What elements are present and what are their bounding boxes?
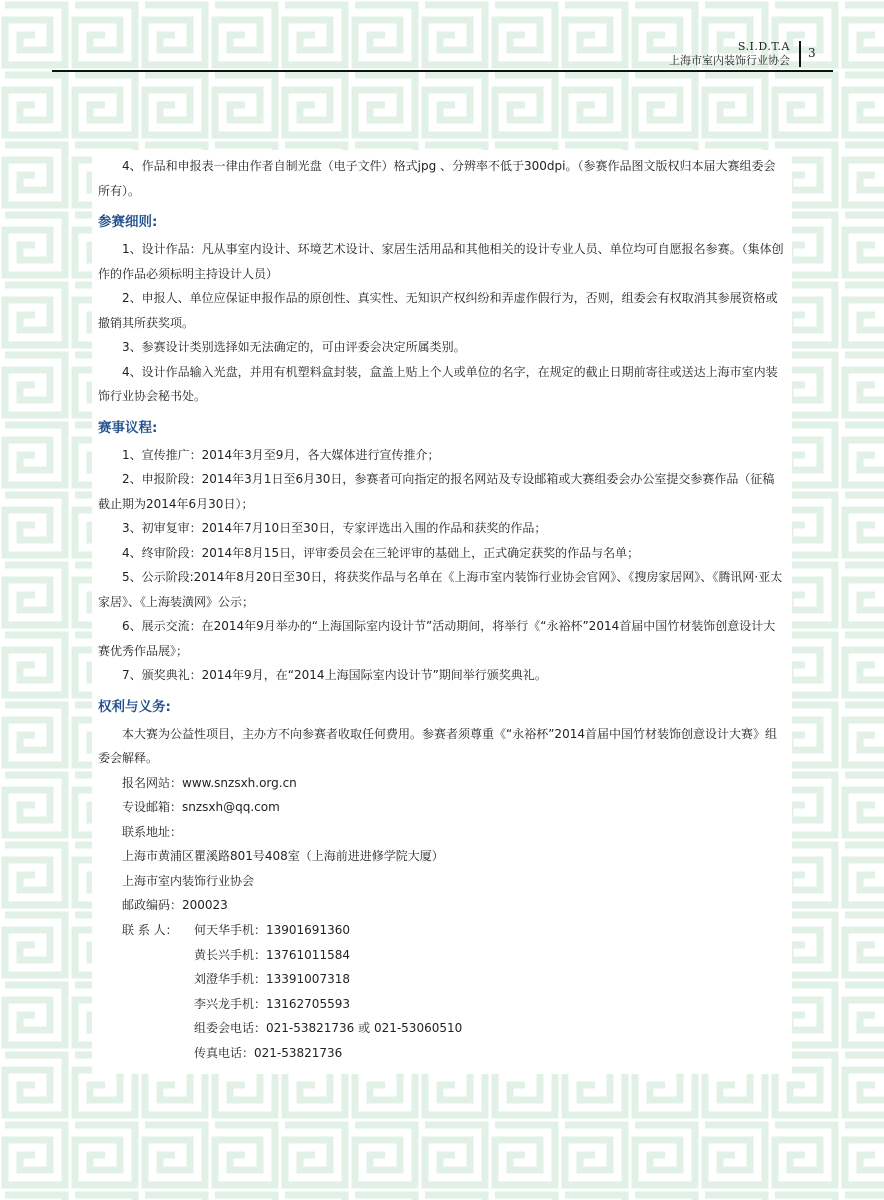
contact-person: 李兴龙手机：13162705593 (194, 996, 350, 1011)
contact-committee-phone: 组委会电话：021-53821736 或 021-53060510 (194, 1021, 463, 1036)
document-body (92, 150, 792, 1074)
rules-item: 2、申报人、单位应保证申报作品的原创性、真实性、无知识产权纠纷和弄虚作假行为，否则，组委会有权取消其参展资格或撤销其所获奖项。 (98, 291, 778, 330)
section-heading-schedule: 赛事议程: (98, 419, 158, 436)
rights-text: 本大赛为公益性项目，主办方不向参赛者收取任何费用。参赛者须尊重《“永裕杯”2014首届中国竹材装饰创意设计大赛》组委会解释。 (98, 726, 777, 765)
contact-person-row (98, 943, 786, 968)
contact-organization: 上海市室内装饰行业协会 (122, 873, 255, 888)
schedule-item: 1、宣传推广：2014年3月至9月，各大媒体进行宣传推介； (122, 447, 440, 462)
contact-address: 上海市黄浦区瞿溪路801号408室（上海前进进修学院大厦） (122, 849, 444, 864)
schedule-item: 5、公示阶段:2014年8月20日至30日，将获奖作品与名单在《上海市室内装饰行业协会官网》、《搜房家居网》、《腾讯网·亚太家居》、《上海装潢网》公示； (98, 570, 783, 609)
header-abbreviation: S.I.D.T.A (737, 40, 790, 53)
contact-person-row (98, 992, 786, 1017)
contact-person: 黄长兴手机：13761011584 (194, 947, 350, 962)
page-number: 3 (808, 46, 816, 60)
section-heading-rules: 参赛细则: (98, 214, 158, 230)
header-divider (799, 41, 801, 67)
schedule-item: 6、展示交流：在2014年9月举办的“上海国际室内设计节”活动期间，将举行《“永裕杯”2014首届中国竹材装饰创意设计大赛优秀作品展》； (98, 619, 776, 658)
schedule-item: 7、颁奖典礼：2014年9月，在“2014上海国际室内设计节”期间举行颁奖典礼。 (122, 668, 547, 682)
header-rule (52, 70, 833, 72)
contact-postcode: 邮政编码：200023 (122, 898, 228, 913)
header-organization: 上海市室内装饰行业协会 (669, 54, 790, 67)
rules-item: 3、参赛设计类别选择如无法确定的，可由评委会决定所属类别。 (122, 340, 466, 354)
contact-person-row (98, 918, 786, 943)
contact-website: 报名网站：www.snzsxh.org.cn (122, 775, 297, 790)
contact-person-label: 联 系 人： (122, 923, 178, 938)
contact-person: 刘澄华手机：13391007318 (194, 972, 350, 987)
rules-item: 4、设计作品输入光盘，并用有机塑料盒封装，盒盖上贴上个人或单位的名字，在规定的截止日期前寄往或送达上海市室内装饰行业协会秘书处。 (98, 364, 778, 403)
rules-item: 1、设计作品：凡从事室内设计、环境艺术设计、家居生活用品和其他相关的设计专业人员、单位均可自愿报名参赛。（集体创作的作品必须标明主持设计人员） (98, 242, 784, 281)
contact-person: 何天华手机：13901691360 (194, 923, 350, 938)
contact-fax: 传真电话：021-53821736 (194, 1046, 343, 1061)
intro-item-4: 4、作品和申报表一律由作者自制光盘（电子文件）格式jpg 、分辨率不低于300dpi。（参赛作品图文版权归本届大赛组委会所有）。 (98, 159, 776, 198)
contact-committee-phone-row (98, 1016, 786, 1041)
schedule-item: 4、终审阶段：2014年8月15日，评审委员会在三轮评审的基础上，正式确定获奖的作品与名单； (122, 545, 640, 560)
section-heading-rights: 权利与义务: (98, 698, 171, 715)
schedule-item: 2、申报阶段：2014年3月1日至6月30日，参赛者可向指定的报名网站及专设邮箱或大赛组委会办公室提交参赛作品（征稿截止期为2014年6月30日）； (98, 472, 775, 511)
page-header (0, 0, 884, 90)
schedule-item: 3、初审复审：2014年7月10日至30日，专家评选出入围的作品和获奖的作品； (122, 521, 547, 535)
contact-person-row (98, 967, 786, 992)
contact-fax-row (98, 1041, 786, 1066)
contact-address-label: 联系地址： (122, 824, 183, 839)
contact-email: 专设邮箱：snzsxh@qq.com (122, 800, 280, 815)
